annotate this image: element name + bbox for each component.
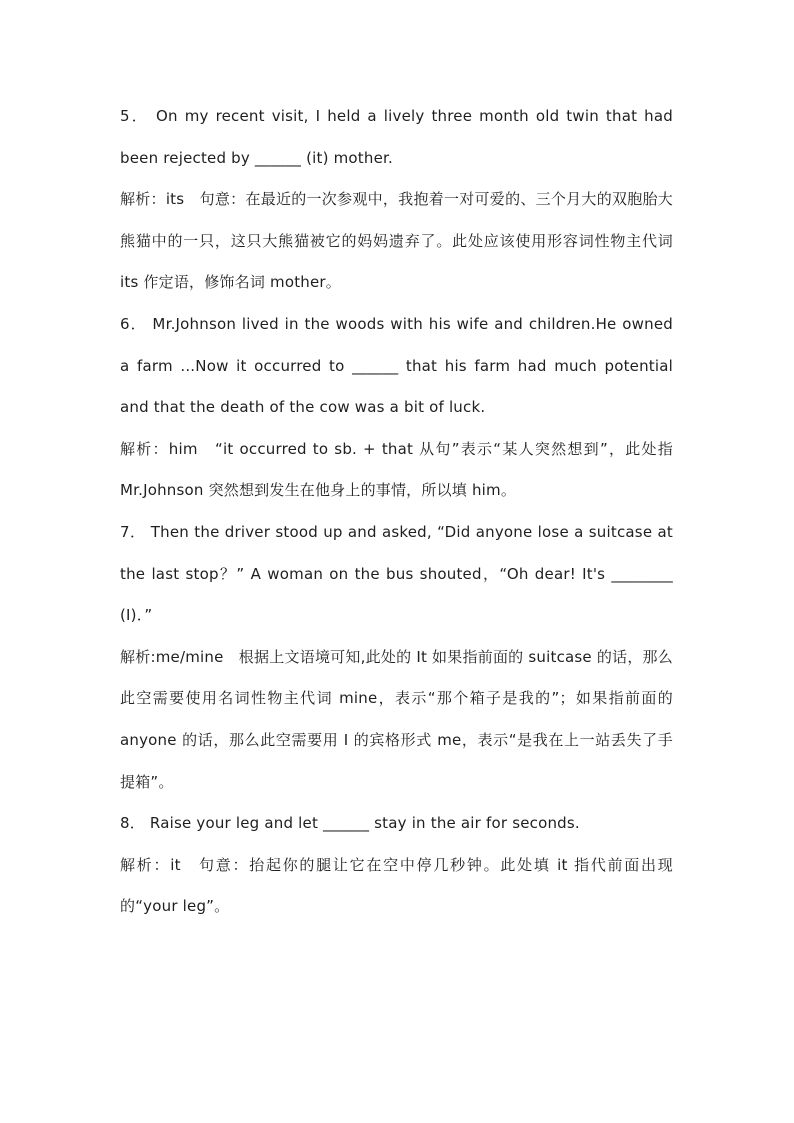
answer-6: 解析：him “it occurred to sb. + that 从句”表示“某人突然想到”，此处指 Mr.Johnson 突然想到发生在他身上的事情，所以填 him。	[120, 439, 673, 500]
answer-8: 解析：it 句意：抬起你的腿让它在空中停几秒钟。此处填 it 指代前面出现的“your leg”。	[120, 855, 673, 916]
question-5: 5． On my recent visit, I held a lively three month old twin that had been rejected by ______ (it) mother.	[120, 107, 673, 167]
document-page	[120, 96, 673, 928]
answer-7: 解析:me/mine 根据上文语境可知,此处的 It 如果指前面的 suitcase 的话，那么此空需要使用名词性物主代词 mine，表示“那个箱子是我的”；如果指前面的 anyone 的话，那么此空需要用 I 的宾格形式 me，表示“是我在上一站丢失了手提箱”。	[120, 647, 673, 791]
question-7: 7． Then the driver stood up and asked, “Did anyone lose a suitcase at the last stop？” A woman on the bus shouted，“Oh dear! It's ________ (I)．”	[120, 522, 673, 625]
question-6: 6． Mr.Johnson lived in the woods with his wife and children.He owned a farm ...Now it occurred to ______ that his farm had much potential and that the death of the cow was a bit of luck.	[120, 314, 673, 417]
answer-5: 解析：its 句意：在最近的一次参观中，我抱着一对可爱的、三个月大的双胞胎大熊猫中的一只，这只大熊猫被它的妈妈遗弃了。此处应该使用形容词性物主代词 its 作定语，修饰名词 mother。	[120, 190, 673, 292]
question-8: 8． Raise your leg and let ______ stay in the air for seconds.	[120, 814, 580, 833]
